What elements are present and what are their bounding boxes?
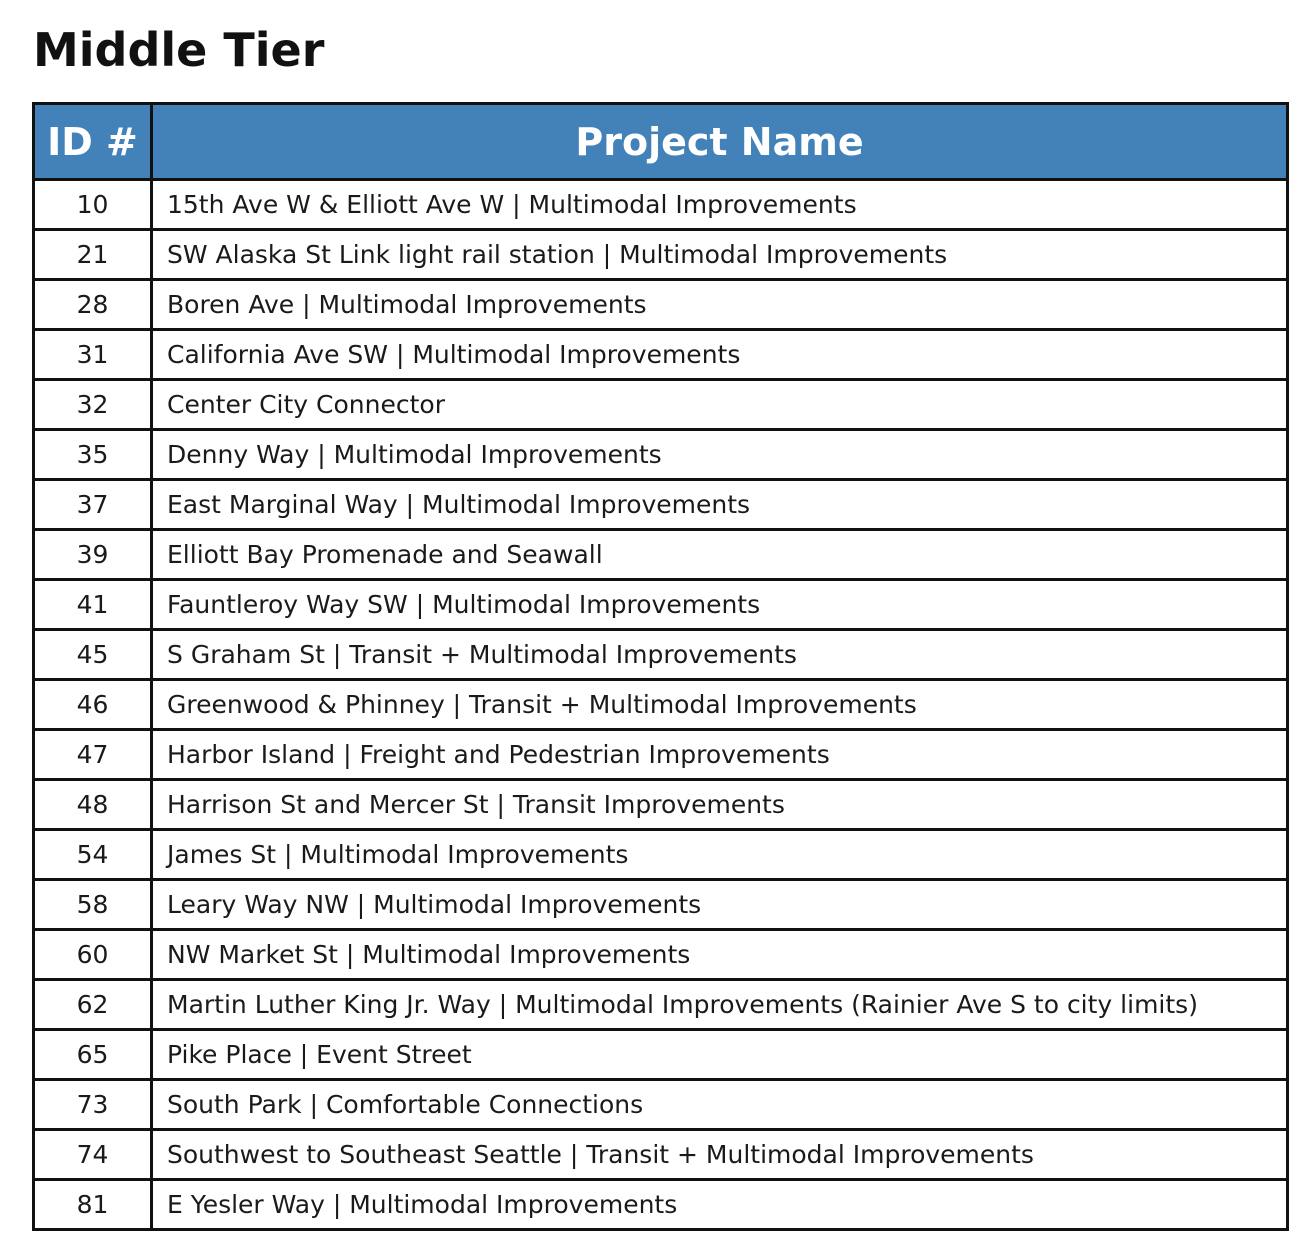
project-name-cell: SW Alaska St Link light rail station | Multimodal Improvements [152,230,1288,280]
project-id-cell: 28 [34,280,152,330]
project-id-cell: 21 [34,230,152,280]
project-id-cell: 74 [34,1130,152,1180]
project-id-cell: 41 [34,580,152,630]
project-name-cell: Pike Place | Event Street [152,1030,1288,1080]
project-name-cell: Martin Luther King Jr. Way | Multimodal Improvements (Rainier Ave S to city limits) [152,980,1288,1030]
table-row [34,680,1288,730]
project-name-cell: Greenwood & Phinney | Transit + Multimodal Improvements [152,680,1288,730]
table-row [34,630,1288,680]
table-row [34,1130,1288,1180]
project-name-cell: Harbor Island | Freight and Pedestrian Improvements [152,730,1288,780]
table-row [34,780,1288,830]
table-row [34,580,1288,630]
project-name-cell: E Yesler Way | Multimodal Improvements [152,1180,1288,1230]
table-row [34,1080,1288,1130]
table-row [34,480,1288,530]
table-row [34,430,1288,480]
project-id-cell: 46 [34,680,152,730]
project-name-cell: Harrison St and Mercer St | Transit Improvements [152,780,1288,830]
project-id-cell: 48 [34,780,152,830]
project-name-cell: Southwest to Southeast Seattle | Transit + Multimodal Improvements [152,1130,1288,1180]
table-row [34,530,1288,580]
page-title: Middle Tier [33,23,325,77]
project-name-column-header: Project Name [152,104,1288,180]
project-name-cell: Boren Ave | Multimodal Improvements [152,280,1288,330]
project-id-cell: 62 [34,980,152,1030]
project-name-cell: 15th Ave W & Elliott Ave W | Multimodal Improvements [152,180,1288,230]
project-id-cell: 35 [34,430,152,480]
table-row [34,180,1288,230]
table-row [34,980,1288,1030]
project-id-cell: 39 [34,530,152,580]
table-row [34,730,1288,780]
table-row [34,280,1288,330]
project-id-cell: 10 [34,180,152,230]
project-id-cell: 54 [34,830,152,880]
table-row [34,880,1288,930]
table-row [34,230,1288,280]
project-name-cell: Elliott Bay Promenade and Seawall [152,530,1288,580]
project-id-cell: 47 [34,730,152,780]
table-row [34,930,1288,980]
project-name-cell: Fauntleroy Way SW | Multimodal Improvements [152,580,1288,630]
projects-table [32,102,1289,1231]
project-id-cell: 81 [34,1180,152,1230]
project-id-cell: 58 [34,880,152,930]
project-id-cell: 31 [34,330,152,380]
table-row [34,830,1288,880]
project-name-cell: California Ave SW | Multimodal Improvements [152,330,1288,380]
table-header-row [34,104,1288,180]
project-name-cell: East Marginal Way | Multimodal Improvements [152,480,1288,530]
project-id-cell: 65 [34,1030,152,1080]
project-name-cell: South Park | Comfortable Connections [152,1080,1288,1130]
project-name-cell: Leary Way NW | Multimodal Improvements [152,880,1288,930]
project-id-cell: 73 [34,1080,152,1130]
project-id-cell: 37 [34,480,152,530]
table-row [34,1180,1288,1230]
id-column-header: ID # [34,104,152,180]
table-row [34,380,1288,430]
table-row [34,330,1288,380]
project-name-cell: James St | Multimodal Improvements [152,830,1288,880]
project-name-cell: NW Market St | Multimodal Improvements [152,930,1288,980]
project-name-cell: S Graham St | Transit + Multimodal Improvements [152,630,1288,680]
project-name-cell: Denny Way | Multimodal Improvements [152,430,1288,480]
project-name-cell: Center City Connector [152,380,1288,430]
table-row [34,1030,1288,1080]
project-id-cell: 60 [34,930,152,980]
project-id-cell: 45 [34,630,152,680]
project-id-cell: 32 [34,380,152,430]
